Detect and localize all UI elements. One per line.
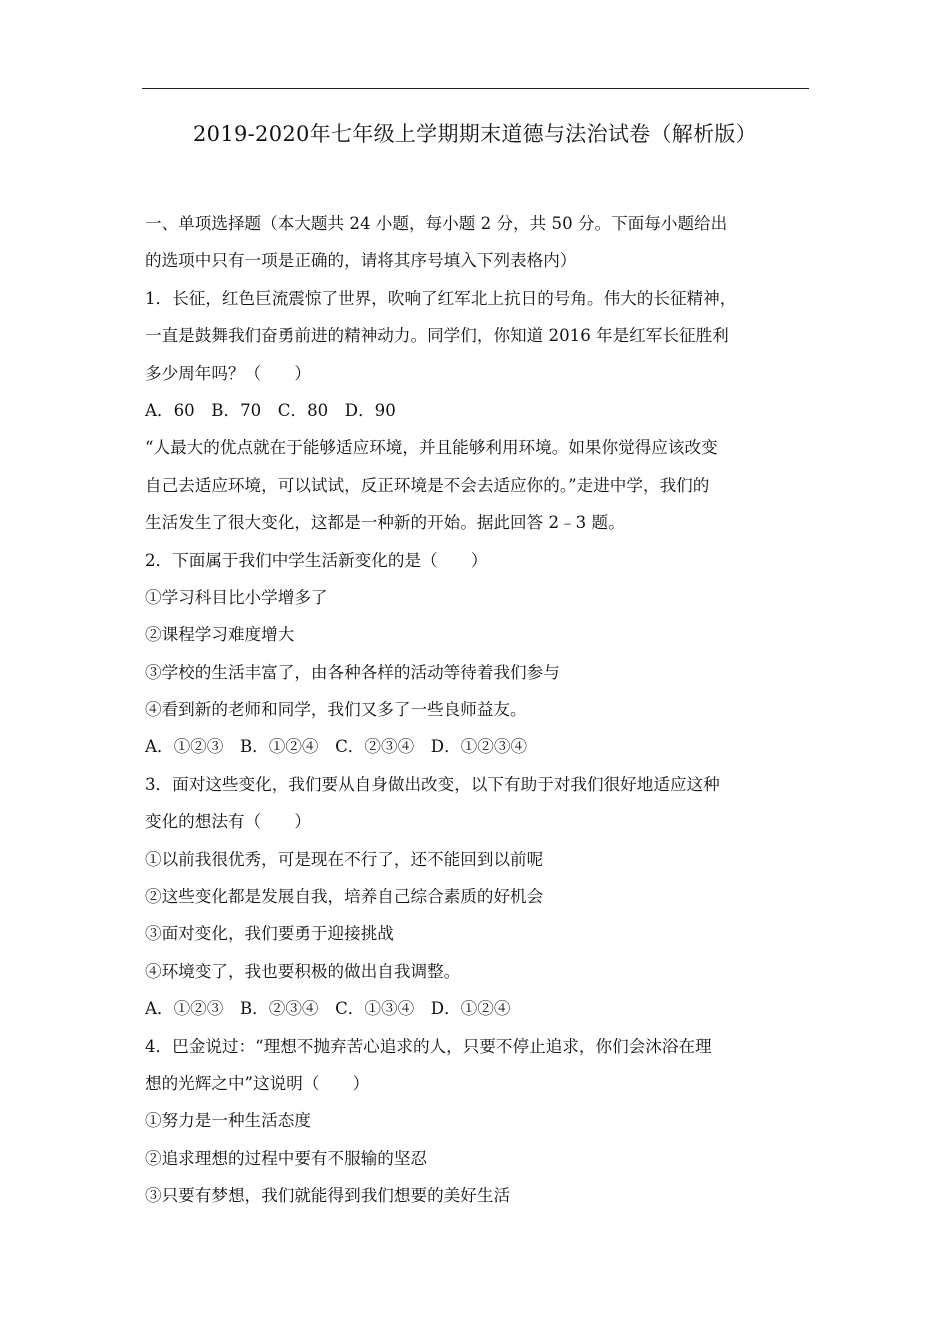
section-heading-cont: 的选项中只有一项是正确的，请将其序号填入下列表格内） [145,251,577,271]
question-3-statement: ②这些变化都是发展自我，培养自己综合素质的好机会 [145,887,544,907]
question-4: 4．巴金说过：“理想不抛弃苦心追求的人，只要不停止追求，你们会沐浴在理 [145,1036,712,1056]
question-3-cont: 变化的想法有（ ） [145,812,311,832]
question-2-options: A．①②③ B．①②④ C．②③④ D．①②③④ [145,737,528,757]
header-rule [142,88,809,89]
question-1-cont: 多少周年吗？（ ） [145,363,311,383]
passage: “人最大的优点就在于能够适应环境，并且能够利用环境。如果你觉得应该改变 [145,438,718,458]
question-4-cont: 想的光辉之中”这说明（ ） [145,1073,370,1093]
page-title: 2019-2020年七年级上学期期末道德与法治试卷（解析版） [193,122,757,146]
question-4-statement: ①努力是一种生活态度 [145,1111,311,1131]
question-3-statement: ④环境变了，我也要积极的做出自我调整。 [145,961,461,981]
question-4-statement: ②追求理想的过程中要有不服输的坚忍 [145,1148,428,1168]
question-1-cont: 一直是鼓舞我们奋勇前进的精神动力。同学们，你知道 2016 年是红军长征胜利 [145,326,729,346]
question-2-statement: ②课程学习难度增大 [145,625,295,645]
question-2-statement: ③学校的生活丰富了，由各种各样的活动等待着我们参与 [145,662,560,682]
question-2-statement: ①学习科目比小学增多了 [145,587,328,607]
section-heading: 一、单项选择题（本大题共 24 小题，每小题 2 分，共 50 分。下面每小题给出 [145,214,728,233]
question-3-options: A．①②③ B．②③④ C．①③④ D．①②④ [145,999,511,1019]
question-1: 1．长征，红色巨流震惊了世界，吹响了红军北上抗日的号角。伟大的长征精神， [145,288,737,308]
question-3-statement: ①以前我很优秀，可是现在不行了，还不能回到以前呢 [145,849,544,869]
question-3-statement: ③面对变化，我们要勇于迎接挑战 [145,924,394,944]
document-body [145,205,809,1215]
question-3: 3．面对这些变化，我们要从自身做出改变，以下有助于对我们很好地适应这种 [145,774,720,794]
passage-cont: 自己去适应环境，可以试试，反正环境是不会去适应你的。”走进中学，我们的 [145,475,710,495]
question-1-options: A．60 B．70 C．80 D．90 [145,400,396,420]
question-2: 2．下面属于我们中学生活新变化的是（ ） [145,550,488,570]
question-4-statement: ③只要有梦想，我们就能得到我们想要的美好生活 [145,1186,511,1206]
passage-cont: 生活发生了很大变化，这都是一种新的开始。据此回答 2﹣3 题。 [145,513,625,533]
question-2-statement: ④看到新的老师和同学，我们又多了一些良师益友。 [145,700,527,720]
